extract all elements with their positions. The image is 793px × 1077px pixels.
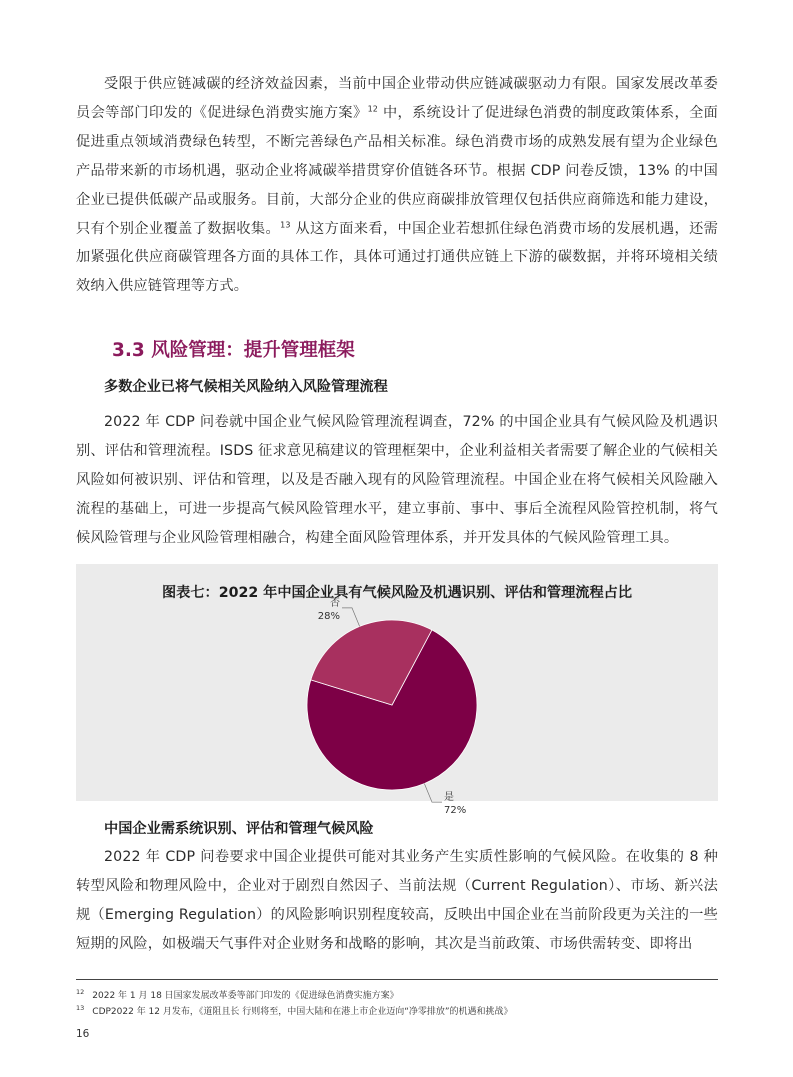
footnote-divider <box>76 979 718 980</box>
subheading-identify-risk: 中国企业需系统识别、评估和管理气候风险 <box>104 821 374 837</box>
pie-leader-line <box>342 608 360 627</box>
chart-title: 图表七：2022 年中国企业具有气候风险及机遇识别、评估和管理流程占比 <box>161 585 633 601</box>
pie-slice-value: 72% <box>444 805 467 817</box>
pie-slice-label: 否 <box>330 597 340 609</box>
pie-chart <box>76 564 718 817</box>
paragraph-identify-risk: 2022 年 CDP 问卷要求中国企业提供可能对其业务产生实质性影响的气候风险。在收集的 8 种转型风险和物理风险中，企业对于剧烈自然因子、当前法规（Current Regulation）、市场、新兴法规（Emerging Regulation）的风险影响识别程度较高，反映出中国企业在当前阶段更为关注的一些短期的风险，如极端天气事件对企业财务和战略的影响，其次是当前政策、市场供需转变、即将出 <box>76 849 718 952</box>
section-title: 3.3 风险管理：提升管理框架 <box>112 340 355 361</box>
footnote-ref-13[interactable]: 13 <box>280 219 291 229</box>
footnote-ref-12[interactable]: 12 <box>367 104 379 114</box>
pie-slice-value: 28% <box>317 610 340 622</box>
chart-container <box>76 564 718 817</box>
pie-slice-label: 是 <box>444 792 454 804</box>
footnote-12: $^{12}$ 2022 年 1 月 18 日国家发展改革委等部门印发的《促进绿色消费实施方案》 <box>76 988 399 1001</box>
footnote-13: $^{13}$ CDP2022 年 12 月发布，《道阻且长 行则将至，中国大陆和在港上市企业迈向“净零排放”的机遇和挑战》 <box>76 1004 513 1017</box>
page-number: 16 <box>76 1028 90 1040</box>
paragraph-supply-chain: 受限于供应链减碳的经济效益因素，当前中国企业带动供应链减碳驱动力有限。国家发展改革委员会等部门印发的《促进绿色消费实施方案》$^{12}$ 中，系统设计了促进绿色消费的制度政策体系，全面促进重点领域消费绿色转型，不断完善绿色产品相关标准。绿色消费市场的成熟发展有望为企业绿色产品带来新的市场机遇，驱动企业将减碳举措贯穿价值链各环节。根据 CDP 问卷反馈，13% 的中国企业已提供低碳产品或服务。目前，大部分企业的供应商碳排放管理仅包括供应商筛选和能力建设，只有个别企业覆盖了数据收集。$^{13}$ 从这方面来看，中国企业若想抓住绿色消费市场的发展机遇，还需加紧强化供应商碳管理各方面的具体工作，具体可通过打通供应链上下游的碳数据，并将环境相关绩效纳入供应链管理等方式。 <box>76 76 718 295</box>
subheading-risk-process: 多数企业已将气候相关风险纳入风险管理流程 <box>104 379 388 395</box>
paragraph-risk-process: 2022 年 CDP 问卷就中国企业气候风险管理流程调查，72% 的中国企业具有气候风险及机遇识别、评估和管理流程。ISDS 征求意见稿建议的管理框架中，企业利益相关者需要了解企业的气候相关风险如何被识别、评估和管理，以及是否融入现有的风险管理流程。中国企业在将气候相关风险融入流程的基础上，可进一步提高气候风险管理水平，建立事前、事中、事后全流程风险管控机制，将气候风险管理与企业风险管理相融合，构建全面风险管理体系，并开发具体的气候风险管理工具。 <box>76 414 718 546</box>
pie-leader-line <box>424 784 442 803</box>
